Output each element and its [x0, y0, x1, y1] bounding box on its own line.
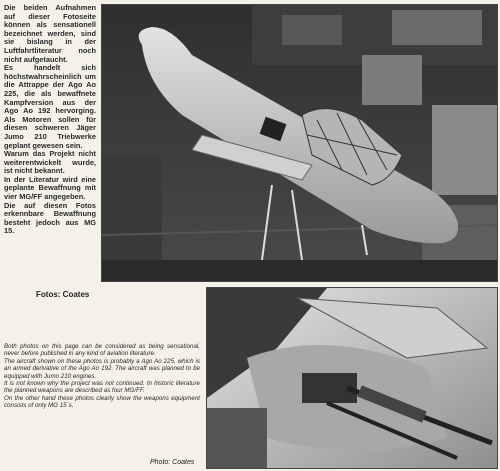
german-paragraph: Die auf diesen Fotos erkennbare Bewaffnung besteht jedoch aus MG 15.	[4, 200, 96, 236]
german-caption	[4, 4, 96, 236]
english-paragraph: The aircraft shown on these photos is probably a Ago Ao 225, which is an armed derivative of the Ago Ao 192. The aircraft was planned to be equipped with Jumo 210 engines.	[4, 357, 200, 380]
english-photo-credit: Photo: Coates	[150, 459, 195, 466]
english-paragraph: Both photos on this page can be considered as being sensational, never before published in any kind of aviation literature.	[4, 343, 200, 358]
german-paragraph: Warum das Projekt nicht weiterentwickelt wurde, ist nicht bekannt.	[4, 149, 96, 176]
english-paragraph: On the other hand these photos clearly show the weapons equipment consists of only MG 15´s.	[4, 394, 200, 410]
german-paragraph: Es handelt sich höchstwahrscheinlich um die Attrappe der Ago Ao 225, die als bewaffnete Kampfversion aus der Ago Ao 192 hervorging. Als Motoren sollen für diesen schweren Jäger Jumo 210 Triebwerke geplant gewesen sein.	[4, 63, 96, 150]
english-paragraph: It is not known why the project was not continued. In historic literature the planned weapons are described as four MG/FF.	[4, 380, 200, 395]
german-photo-credit: Fotos: Coates	[36, 290, 90, 299]
german-paragraph: In der Literatur wird eine geplante Bewaffnung mit vier MG/FF angegeben.	[4, 174, 96, 202]
gun-closeup-photo	[206, 287, 498, 469]
aircraft-mockup-photo	[101, 4, 498, 282]
english-caption	[4, 343, 200, 410]
gun-closeup-illustration	[207, 288, 497, 468]
aircraft-mockup-illustration	[102, 5, 497, 281]
german-paragraph: Die beiden Aufnahmen auf dieser Fotoseite können als sensationell bezeichnet werden, sind sie bislang in der Luftfahrtliteratur noch nicht aufgetaucht.	[4, 3, 96, 64]
